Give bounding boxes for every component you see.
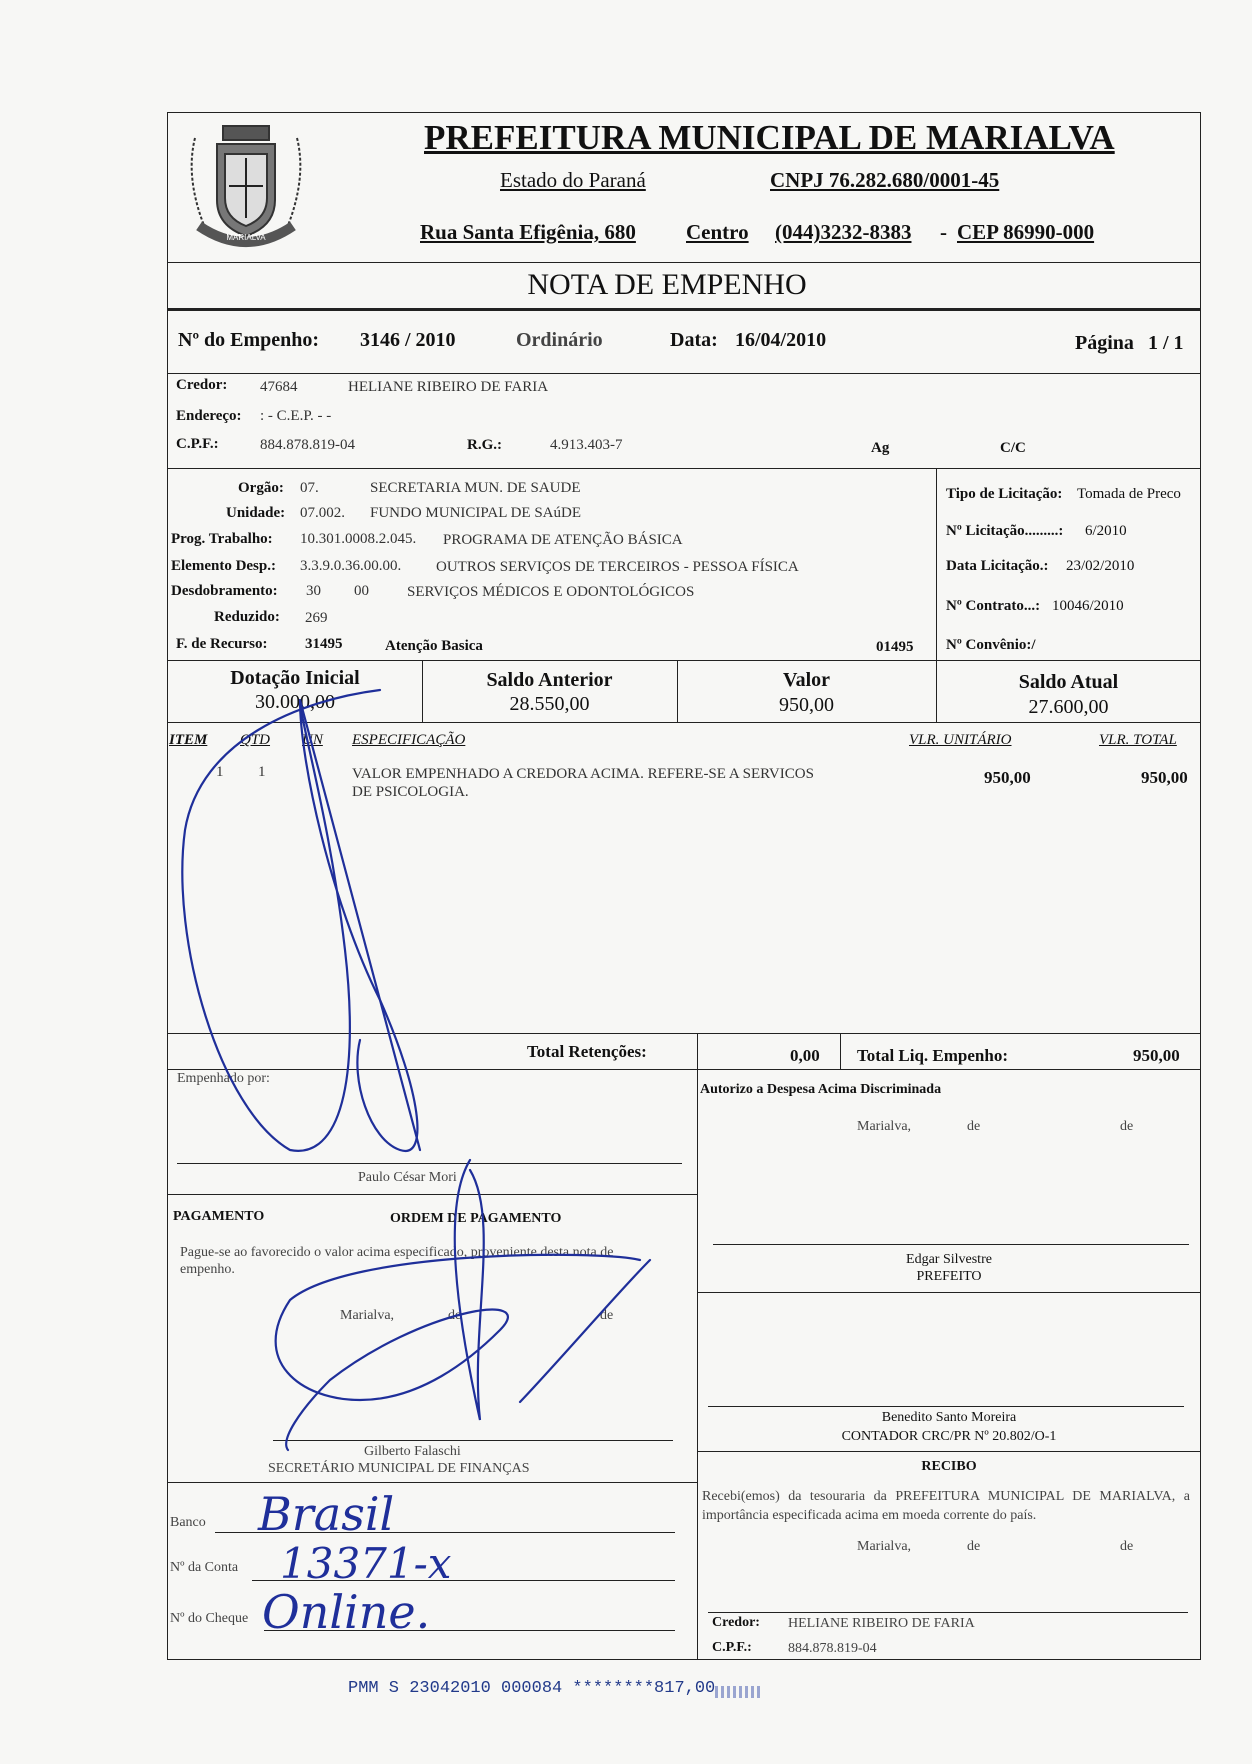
signature-line xyxy=(177,1163,682,1164)
crest-text: MARIALVA xyxy=(226,233,266,242)
rg-value: 4.913.403-7 xyxy=(550,437,623,453)
credor-code: 47684 xyxy=(260,379,298,395)
contrato-label: Nº Contrato...: xyxy=(946,598,1041,614)
recurso-code-2: 01495 xyxy=(876,639,914,655)
contrato-number: 10046/2010 xyxy=(1052,598,1124,614)
de-right-2: de xyxy=(1120,1119,1134,1134)
recurso-name: Atenção Basica xyxy=(385,638,483,654)
liq-label: Total Liq. Empenho: xyxy=(857,1046,1008,1065)
conta-handwritten: 13371-x xyxy=(280,1539,452,1588)
autorizo-text: Autorizo a Despesa Acima Discriminada xyxy=(700,1082,942,1097)
prefeito-role: PREFEITO xyxy=(916,1269,982,1284)
phone: (044)3232-8383 xyxy=(775,220,912,244)
de-recibo-1: de xyxy=(967,1539,981,1554)
divider xyxy=(167,373,1201,374)
col-spec: ESPECIFICAÇÃO xyxy=(352,732,466,748)
cheque-label: Nº do Cheque xyxy=(170,1611,249,1626)
de-2: de xyxy=(600,1308,614,1323)
orgao-name: SECRETARIA MUN. DE SAUDE xyxy=(370,480,581,496)
recibo-cpf: 884.878.819-04 xyxy=(788,1641,877,1656)
divider xyxy=(167,262,1201,263)
reduzido-label: Reduzido: xyxy=(214,609,280,625)
page-label: Página xyxy=(1075,332,1134,354)
liq-value: 950,00 xyxy=(1133,1046,1180,1065)
empenhado-name: Paulo César Mori xyxy=(358,1170,457,1185)
orgao-code: 07. xyxy=(300,480,319,496)
field-line xyxy=(264,1630,675,1631)
address-label: Endereço: xyxy=(176,408,242,424)
recurso-code: 31495 xyxy=(305,636,343,652)
data-licitacao: 23/02/2010 xyxy=(1066,558,1135,574)
unidade-label: Unidade: xyxy=(226,505,286,521)
divider xyxy=(167,660,1201,661)
col-total-value: VLR. TOTAL xyxy=(1099,732,1177,748)
conta-label: Nº da Conta xyxy=(170,1560,239,1575)
de-1: de xyxy=(448,1308,462,1323)
prog-label: Prog. Trabalho: xyxy=(171,531,273,547)
cc-label: C/C xyxy=(1000,440,1026,456)
ag-label: Ag xyxy=(871,440,890,456)
address-value: : - C.E.P. - - xyxy=(260,408,332,424)
city-recibo: Marialva, xyxy=(857,1539,912,1554)
divider xyxy=(167,308,1201,311)
saldo-atual-value: 27.600,00 xyxy=(1028,696,1109,718)
signature-line xyxy=(273,1440,673,1441)
city: Marialva, xyxy=(340,1308,395,1323)
de-right-1: de xyxy=(967,1119,981,1134)
secretario-role: SECRETÁRIO MUNICIPAL DE FINANÇAS xyxy=(268,1461,530,1476)
dotacao-label: Dotação Inicial xyxy=(230,667,360,689)
divider xyxy=(936,468,937,660)
credor-name: HELIANE RIBEIRO DE FARIA xyxy=(348,379,549,395)
recibo-cpf-label: C.P.F.: xyxy=(712,1640,752,1655)
reduzido-value: 269 xyxy=(305,610,328,626)
valor-label: Valor xyxy=(782,669,831,691)
recurso-label: F. de Recurso: xyxy=(176,636,268,652)
banco-handwritten: Brasil xyxy=(258,1487,395,1541)
tipo-licitacao: Tomada de Preco xyxy=(1077,486,1181,502)
dotacao-value: 30.000,00 xyxy=(255,691,335,713)
elem-name: OUTROS SERVIÇOS DE TERCEIROS - PESSOA FÍSICA xyxy=(436,559,799,575)
empenhado-label: Empenhado por: xyxy=(177,1071,270,1086)
prog-code: 10.301.0008.2.045. xyxy=(300,531,417,547)
licitacao-number-label: Nº Licitação.........: xyxy=(946,523,1064,539)
cpf-label: C.P.F.: xyxy=(176,436,219,452)
rg-label: R.G.: xyxy=(467,437,502,453)
saldo-atual-label: Saldo Atual xyxy=(1018,671,1119,693)
empenho-number: 3146 / 2010 xyxy=(360,329,456,351)
col-qtd: QTD xyxy=(240,732,271,748)
prefeito-name: Edgar Silvestre xyxy=(906,1252,992,1267)
divider xyxy=(167,1482,697,1483)
recibo-text: Recebi(emos) da tesouraria da PREFEITURA MUNICIPAL DE MARIALVA, a importância especificada acima em moeda corrente do país. xyxy=(702,1489,1190,1523)
desd-label: Desdobramento: xyxy=(171,583,278,599)
city-right: Marialva, xyxy=(857,1119,912,1134)
divider xyxy=(697,1451,1201,1452)
divider xyxy=(167,722,1201,723)
field-line xyxy=(252,1580,675,1581)
divider xyxy=(697,1292,1201,1293)
cep: CEP 86990-000 xyxy=(957,220,1095,244)
empenho-number-label: Nº do Empenho: xyxy=(178,329,320,351)
ordem-label: ORDEM DE PAGAMENTO xyxy=(390,1211,562,1226)
saldo-anterior-value: 28.550,00 xyxy=(509,693,590,715)
row-item: 1 xyxy=(216,764,224,780)
signature-line xyxy=(708,1612,1188,1613)
divider xyxy=(167,1069,1201,1070)
recibo-credor: HELIANE RIBEIRO DE FARIA xyxy=(788,1616,975,1631)
retencoes-label: Total Retenções: xyxy=(527,1042,647,1061)
recibo-title: RECIBO xyxy=(921,1459,977,1474)
banco-label: Banco xyxy=(170,1515,206,1530)
signature-line xyxy=(708,1406,1184,1407)
municipal-crest-logo xyxy=(175,108,317,258)
desd-code-2: 00 xyxy=(354,583,369,599)
field-line xyxy=(215,1532,675,1533)
empenho-date: 16/04/2010 xyxy=(735,329,827,351)
contador-role: CONTADOR CRC/PR Nº 20.802/O-1 xyxy=(841,1429,1057,1444)
unidade-code: 07.002. xyxy=(300,505,345,521)
address-district: Centro xyxy=(686,220,749,244)
date-label: Data: xyxy=(670,329,718,351)
de-recibo-2: de xyxy=(1120,1539,1134,1554)
valor-value: 950,00 xyxy=(779,694,834,716)
pagamento-label: PAGAMENTO xyxy=(173,1209,265,1224)
row-spec-line2: DE PSICOLOGIA. xyxy=(352,784,469,800)
elem-code: 3.3.9.0.36.00.00. xyxy=(300,558,402,574)
contador-name: Benedito Santo Moreira xyxy=(881,1410,1017,1425)
desd-name: SERVIÇOS MÉDICOS E ODONTOLÓGICOS xyxy=(407,584,695,600)
recibo-credor-label: Credor: xyxy=(712,1615,760,1630)
desd-code-1: 30 xyxy=(306,583,321,599)
row-total-value: 950,00 xyxy=(1141,768,1188,787)
address-street: Rua Santa Efigênia, 680 xyxy=(420,220,636,244)
prog-name: PROGRAMA DE ATENÇÃO BÁSICA xyxy=(443,532,683,548)
payment-stamp: PMM S 23042010 000084 ********817,00 xyxy=(348,1679,716,1698)
pague-text: Pague-se ao favorecido o valor acima especificado, proveniente desta nota de empenho. xyxy=(180,1245,614,1277)
convenio-label: Nº Convênio:/ xyxy=(946,637,1036,653)
page-title: PREFEITURA MUNICIPAL DE MARIALVA xyxy=(424,118,1115,157)
retencoes-value: 0,00 xyxy=(790,1046,820,1065)
tipo-licitacao-label: Tipo de Licitação: xyxy=(946,486,1063,502)
state-name: Estado do Paraná xyxy=(500,168,646,192)
divider xyxy=(167,1194,697,1195)
cpf-value: 884.878.819-04 xyxy=(260,437,355,453)
orgao-label: Orgão: xyxy=(238,480,284,496)
row-qtd: 1 xyxy=(258,764,266,780)
divider xyxy=(167,468,1201,469)
dash: - xyxy=(940,220,947,244)
saldo-anterior-label: Saldo Anterior xyxy=(486,669,613,691)
cnpj: CNPJ 76.282.680/0001-45 xyxy=(770,168,1000,192)
empenho-type: Ordinário xyxy=(516,329,603,351)
document-title: NOTA DE EMPENHO xyxy=(527,268,807,301)
divider xyxy=(697,1069,698,1660)
divider xyxy=(697,1033,698,1069)
row-unit-value: 950,00 xyxy=(984,768,1031,787)
page-number: 1 / 1 xyxy=(1148,332,1184,354)
unidade-name: FUNDO MUNICIPAL DE SAúDE xyxy=(370,505,581,521)
credor-label: Credor: xyxy=(176,377,228,393)
secretario-name: Gilberto Falaschi xyxy=(364,1444,461,1459)
divider xyxy=(167,1033,1201,1034)
elem-label: Elemento Desp.: xyxy=(171,558,276,574)
divider xyxy=(840,1033,841,1069)
signature-line xyxy=(713,1244,1189,1245)
col-unit-value: VLR. UNITÁRIO xyxy=(909,732,1012,748)
stamp-mark xyxy=(715,1686,763,1698)
licitacao-number: 6/2010 xyxy=(1085,523,1127,539)
col-item: ITEM xyxy=(169,732,208,748)
row-spec-line1: VALOR EMPENHADO A CREDORA ACIMA. REFERE-SE A SERVICOS xyxy=(352,766,814,782)
col-un: UN xyxy=(302,732,323,748)
data-licitacao-label: Data Licitação.: xyxy=(946,558,1049,574)
cheque-handwritten: Online. xyxy=(262,1585,431,1639)
